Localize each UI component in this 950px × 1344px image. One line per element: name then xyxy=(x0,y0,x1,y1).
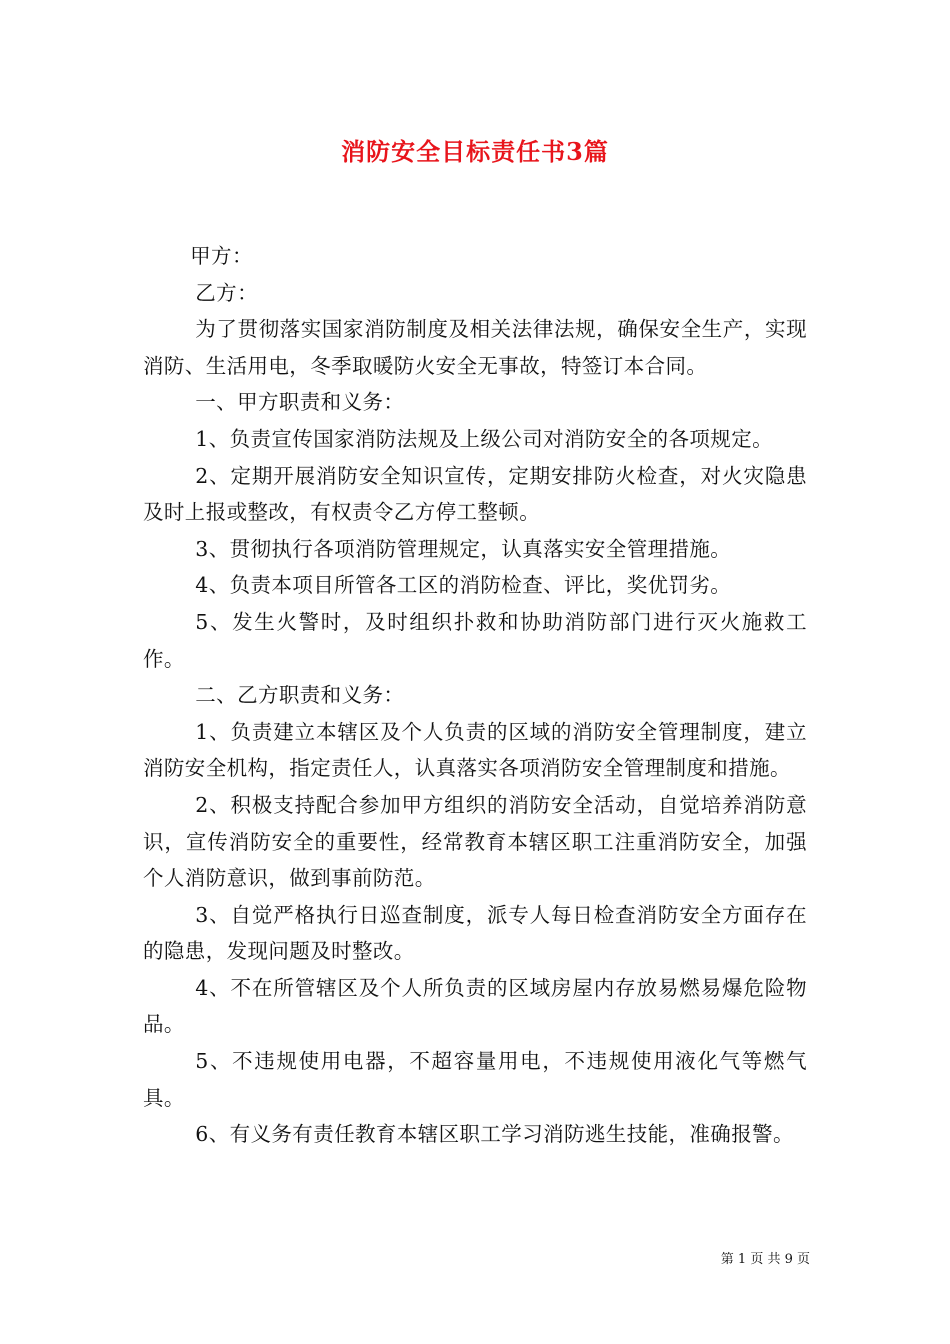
section-heading-party-a: 一、甲方职责和义务： xyxy=(195,390,405,415)
party-b-label: 乙方： xyxy=(195,280,258,305)
party-a-label: 甲方： xyxy=(190,244,253,268)
section-heading-party-b: 二、乙方职责和义务： xyxy=(195,683,405,708)
page-number-footer: 第 1 页 共 9 页 xyxy=(720,1252,810,1267)
party-b-duty-2: 2、积极支持配合参加甲方组织的消防安全活动，自觉培养消防意识，宣传消防安全的重要性，经常教育本辖区职工注重消防安全，加强个人消防意识，做到事前防范。 xyxy=(143,792,807,891)
document-title: 消防安全目标责任书3篇 xyxy=(341,137,609,166)
party-b-duty-4: 4、不在所管辖区及个人所负责的区域房屋内存放易燃易爆危险物品。 xyxy=(143,975,807,1037)
party-a-duty-3: 3、贯彻执行各项消防管理规定，认真落实安全管理措施。 xyxy=(195,536,732,561)
document-body xyxy=(143,238,807,1153)
party-a-duty-2: 2、定期开展消防安全知识宣传，定期安排防火检查，对火灾隐患及时上报或整改，有权责令乙方停工整顿。 xyxy=(143,463,807,525)
party-b-duty-3: 3、自觉严格执行日巡查制度，派专人每日检查消防安全方面存在的隐患，发现问题及时整改。 xyxy=(143,902,807,964)
party-b-duty-6: 6、有义务有责任教育本辖区职工学习消防逃生技能，准确报警。 xyxy=(195,1122,794,1147)
intro-paragraph: 为了贯彻落实国家消防制度及相关法律法规，确保安全生产，实现消防、生活用电，冬季取暖防火安全无事故，特签订本合同。 xyxy=(143,317,807,378)
party-b-duty-1: 1、负责建立本辖区及个人负责的区域的消防安全管理制度，建立消防安全机构，指定责任人，认真落实各项消防安全管理制度和措施。 xyxy=(143,719,807,781)
party-b-duty-5: 5、不违规使用电器，不超容量用电，不违规使用液化气等燃气具。 xyxy=(143,1049,807,1110)
party-a-duty-4: 4、负责本项目所管各工区的消防检查、评比，奖优罚劣。 xyxy=(195,573,732,598)
party-a-duty-5: 5、发生火警时，及时组织扑救和协助消防部门进行灭火施救工作。 xyxy=(143,609,807,671)
party-a-duty-1: 1、负责宣传国家消防法规及上级公司对消防安全的各项规定。 xyxy=(195,426,774,451)
